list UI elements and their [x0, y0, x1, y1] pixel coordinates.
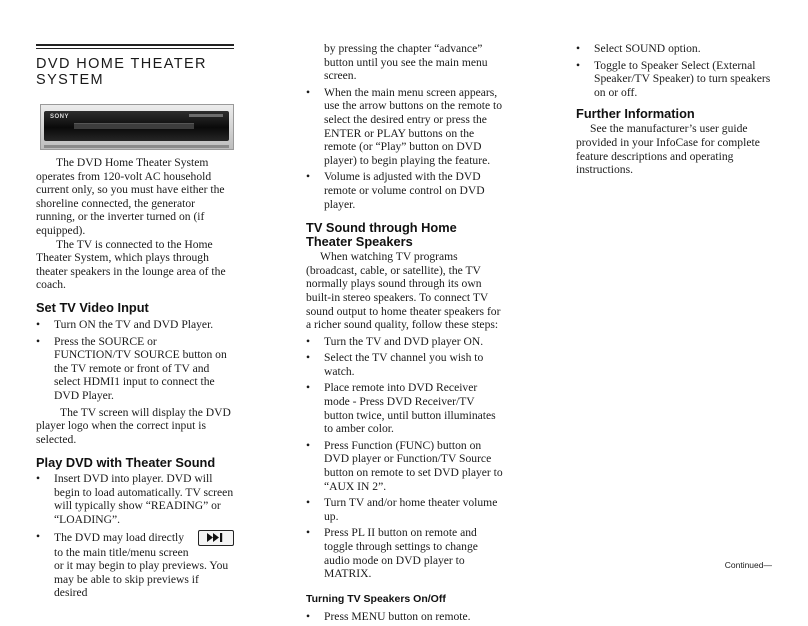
further-info-heading: Further Information — [576, 106, 695, 122]
brand-logo: SONY — [50, 114, 70, 120]
set-tv-note: The TV screen will display the DVD player logo when the correct input is selected. — [36, 405, 231, 446]
play-dvd-list — [36, 472, 234, 600]
front-panel-buttons — [189, 114, 223, 117]
list-item: • Press MENU button on remote. — [306, 610, 504, 624]
list-item: • Turn ON the TV and DVD Player. — [36, 318, 234, 332]
skip-forward-icon — [198, 530, 234, 546]
set-tv-list — [36, 318, 234, 403]
further-info-text: See the manufacturer’s user guide provided in your InfoCase for complete feature descriptions and operating instructions. — [576, 122, 760, 177]
speakers-onoff-list-continued — [576, 42, 776, 99]
list-item: • Turn the TV and DVD player ON. — [306, 335, 504, 349]
list-item: • Press PL II button on remote and toggle through settings to change audio mode on DVD player to MATRIX. — [306, 526, 504, 580]
tv-sound-heading: TV Sound through Home Theater Speakers — [306, 220, 457, 250]
set-tv-heading: Set TV Video Input — [36, 299, 149, 315]
intro-paragraph-2: The TV is connected to the Home Theater System, which plays through theater speakers in the lounge area of the coach. — [36, 237, 226, 292]
list-item: • Toggle to Speaker Select (External Speaker/TV Speaker) to turn speakers on or off. — [576, 59, 776, 100]
tv-sound-intro: When watching TV programs (broadcast, cable, or satellite), the TV normally plays sound through its own built-in stereo speakers. To connect TV sound output to home theater speakers for a richer sound quality, follow these steps: — [306, 250, 501, 332]
list-item: • Press the SOURCE or FUNCTION/TV SOURCE button on the TV remote or front of TV and select HDMI1 input to connect the DVD Player. — [36, 335, 234, 403]
page-title: DVD HOME THEATER SYSTEM — [36, 56, 207, 88]
skip-text-line-2: to the main title/menu screen — [54, 545, 189, 559]
list-item: • Volume is adjusted with the DVD remote or volume control on DVD player. — [306, 170, 504, 211]
column-1 — [36, 156, 234, 603]
column-3 — [576, 42, 776, 177]
speakers-onoff-list — [306, 610, 504, 624]
list-item: • Select the TV channel you wish to watch. — [306, 351, 504, 378]
skip-text-line-1: • The DVD may load directly — [54, 530, 185, 544]
list-item: • Place remote into DVD Receiver mode - Press DVD Receiver/TV button twice, until button illuminates to amber color. — [306, 381, 504, 435]
list-item: • When the main menu screen appears, use the arrow buttons on the remote to select the desired entry or press the ENTER or PLAY buttons on the remote (or “Play” button on DVD player) to begin playing the feature. — [306, 86, 504, 168]
tv-sound-list — [306, 335, 504, 581]
play-dvd-list-continued — [306, 86, 504, 211]
play-dvd-heading: Play DVD with Theater Sound — [36, 455, 216, 471]
column-2 — [306, 42, 504, 626]
skip-text-rest: or it may begin to play previews. You may be able to skip previews if desired — [54, 559, 229, 600]
list-item: • Press Function (FUNC) button on DVD player or Function/TV Source button on remote to set DVD player to “AUX IN 2”. — [306, 439, 504, 493]
play-dvd-continuation: by pressing the chapter “advance” button until you see the main menu screen. — [324, 42, 488, 83]
disc-tray — [74, 123, 194, 129]
title-rules — [36, 44, 234, 49]
list-item: • Select SOUND option. — [576, 42, 776, 56]
list-item: • Turn TV and/or home theater volume up. — [306, 496, 504, 523]
dvd-player-image — [40, 104, 234, 150]
list-item-skip — [36, 530, 234, 600]
continued-label: Continued— — [724, 560, 772, 570]
list-item: • Insert DVD into player. DVD will begin to load automatically. TV screen will typically show “READING” or “LOADING”. — [36, 472, 234, 526]
speakers-onoff-heading: Turning TV Speakers On/Off — [306, 592, 446, 605]
intro-paragraph-1: The DVD Home Theater System operates from 120-volt AC household current only, so you must have either the shoreline connected, the generator running, or the inverter turned on (if equipped). — [36, 156, 225, 237]
